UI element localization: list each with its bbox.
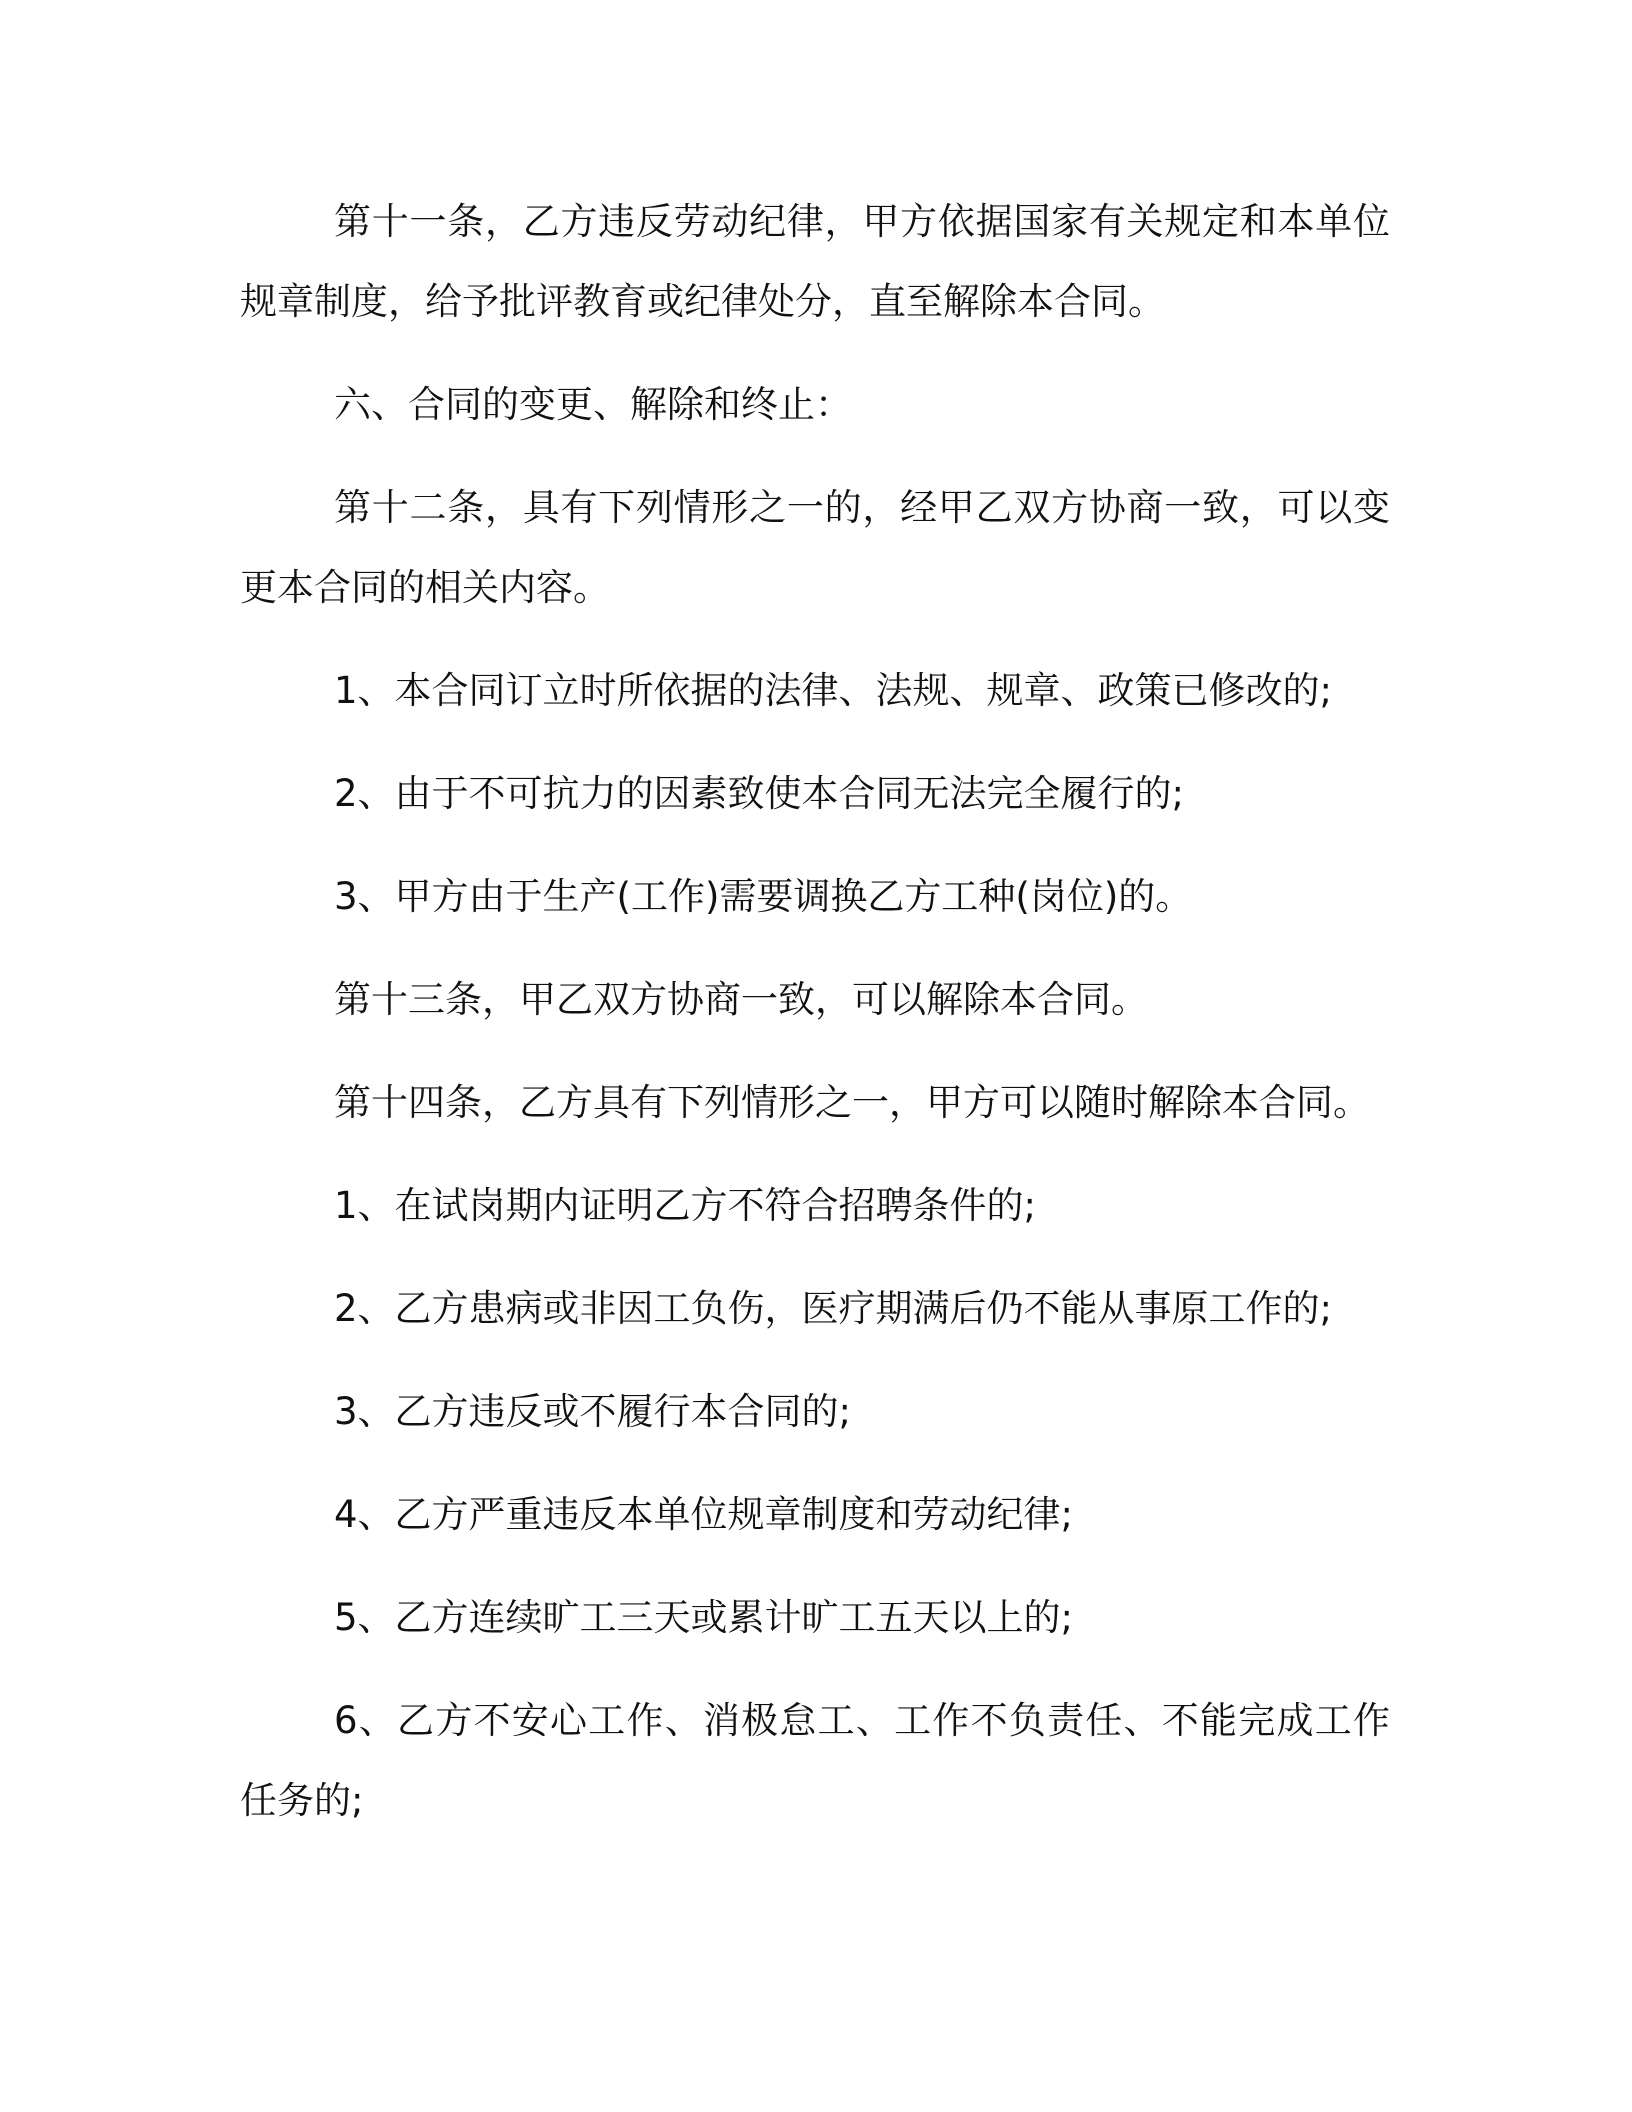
- article-14-item-4: 4、乙方严重违反本单位规章制度和劳动纪律;: [334, 1493, 1074, 1536]
- article-14-item-3: 3、乙方违反或不履行本合同的;: [334, 1390, 852, 1433]
- article-14-item-6: 6、乙方不安心工作、消极怠工、工作不负责任、不能完成工作任务的;: [240, 1699, 1390, 1822]
- article-12-item-3: 3、甲方由于生产(工作)需要调换乙方工种(岗位)的。: [334, 875, 1193, 918]
- article-14-item-1: 1、在试岗期内证明乙方不符合招聘条件的;: [334, 1184, 1037, 1227]
- article-13-paragraph: 第十三条，甲乙双方协商一致，可以解除本合同。: [334, 978, 1148, 1021]
- document-body: [240, 182, 1390, 1864]
- article-12-paragraph: 第十二条，具有下列情形之一的，经甲乙双方协商一致，可以变更本合同的相关内容。: [240, 486, 1390, 609]
- section-6-heading: 六、合同的变更、解除和终止：: [334, 383, 852, 426]
- article-14-paragraph: 第十四条，乙方具有下列情形之一，甲方可以随时解除本合同。: [334, 1081, 1370, 1124]
- article-14-item-5: 5、乙方连续旷工三天或累计旷工五天以上的;: [334, 1596, 1074, 1639]
- article-12-item-1: 1、本合同订立时所依据的法律、法规、规章、政策已修改的;: [334, 669, 1333, 712]
- article-14-item-2: 2、乙方患病或非因工负伤，医疗期满后仍不能从事原工作的;: [334, 1287, 1333, 1330]
- article-11-paragraph: 第十一条，乙方违反劳动纪律，甲方依据国家有关规定和本单位规章制度，给予批评教育或纪律处分，直至解除本合同。: [240, 200, 1390, 323]
- article-12-item-2: 2、由于不可抗力的因素致使本合同无法完全履行的;: [334, 772, 1185, 815]
